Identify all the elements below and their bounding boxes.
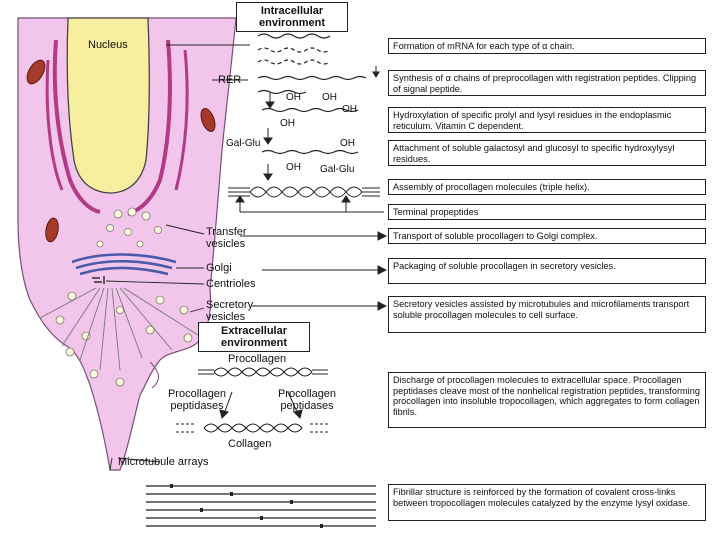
label-secretory-vesicles: Secretory vesicles bbox=[206, 299, 254, 323]
label-rer: RER bbox=[218, 74, 242, 86]
label-oh-6: OH bbox=[286, 162, 301, 173]
step-box: Hydroxylation of specific prolyl and lysyl residues in the endoplasmic reticulum. Vitamin C dependent. bbox=[388, 107, 706, 133]
step-box: Terminal propeptides bbox=[388, 204, 706, 220]
label-oh-3: OH bbox=[280, 118, 295, 129]
mrna-strands bbox=[258, 34, 366, 154]
step-box: Attachment of soluble galactosyl and glucosyl to specific hydroxylysyl residues. bbox=[388, 140, 706, 166]
step-box: Secretory vesicles assisted by microtubules and microfilaments transport soluble procollagen molecules to cell surface. bbox=[388, 296, 706, 333]
step-box: Synthesis of α chains of preprocollagen with registration peptides. Clipping of signal peptide. bbox=[388, 70, 706, 96]
label-collagen: Collagen bbox=[228, 438, 272, 450]
label-procollagen-peptidases-left: Procollagen peptidases bbox=[167, 388, 227, 412]
step-box: Discharge of procollagen molecules to extracellular space. Procollagen peptidases cleave most of the nonhelical registration peptides, transforming procollagen into insoluble tropocollagen, which aggregates to form collagen fibrils. bbox=[388, 372, 706, 428]
label-centrioles: Centrioles bbox=[206, 278, 256, 290]
label-transfer-vesicles: Transfer vesicles bbox=[206, 226, 247, 250]
step-box: Packaging of soluble procollagen in secretory vesicles. bbox=[388, 258, 706, 284]
step-box: Assembly of procollagen molecules (triple helix). bbox=[388, 179, 706, 195]
step-box: Formation of mRNA for each type of α chain. bbox=[388, 38, 706, 54]
step-box: Fibrillar structure is reinforced by the formation of covalent cross-links between tropocollagen molecules catalyzed by the enzyme lysyl oxidase. bbox=[388, 484, 706, 521]
label-procollagen: Procollagen bbox=[228, 353, 287, 365]
label-oh-4: OH bbox=[342, 104, 357, 115]
label-oh-5: OH bbox=[340, 138, 355, 149]
label-oh-2: OH bbox=[322, 92, 337, 103]
label-gal-glu-1: Gal-Glu bbox=[226, 138, 261, 149]
step-box: Transport of soluble procollagen to Golgi complex. bbox=[388, 228, 706, 244]
label-microtubule-arrays: Microtubule arrays bbox=[118, 456, 209, 468]
label-oh-1: OH bbox=[286, 92, 301, 103]
label-golgi: Golgi bbox=[206, 262, 232, 274]
label-nucleus: Nucleus bbox=[88, 39, 128, 51]
extracellular-header: Extracellular environment bbox=[198, 322, 310, 352]
intracellular-header: Intracellular environment bbox=[236, 2, 348, 32]
triple-helix bbox=[228, 187, 380, 197]
label-gal-glu-2: Gal-Glu bbox=[320, 164, 355, 175]
label-procollagen-peptidases-right: Procollagen peptidases bbox=[277, 388, 337, 412]
